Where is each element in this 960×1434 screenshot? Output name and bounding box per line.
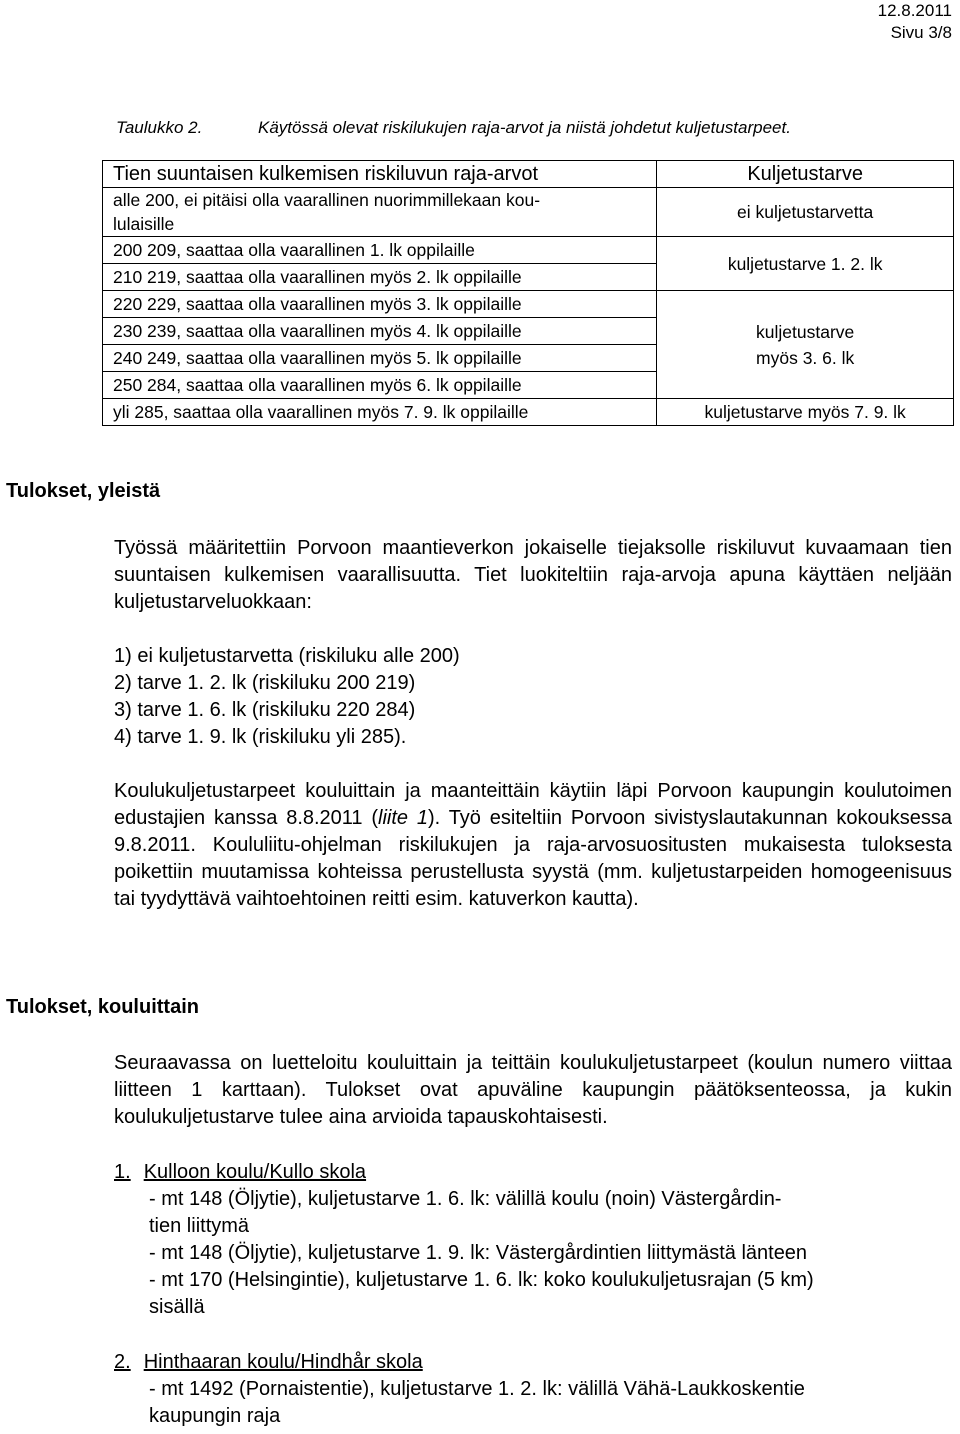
- list-item: 3) tarve 1. 6. lk (riskiluku 220 284): [114, 699, 416, 721]
- paragraph-review: [114, 778, 952, 913]
- school-name: Hinthaaran koulu/Hindhår skola: [143, 1351, 423, 1373]
- school-heading: [114, 1349, 423, 1376]
- table-cell: 220 229, saattaa olla vaarallinen myös 3. lk oppilaille: [103, 291, 657, 318]
- table-header-row: [103, 161, 954, 188]
- table-cell: [657, 291, 954, 399]
- table-caption: [116, 118, 791, 138]
- list-item: 1) ei kuljetustarvetta (riskiluku alle 200): [114, 645, 460, 667]
- table-cell: ei kuljetustarvetta: [657, 188, 954, 237]
- school-number: 2.: [114, 1351, 131, 1373]
- appendix-reference: liite 1: [378, 807, 429, 829]
- school-number: 1.: [114, 1161, 131, 1183]
- section-heading-general: Tulokset, yleistä: [6, 480, 161, 502]
- section-heading-by-school: Tulokset, kouluittain: [6, 996, 199, 1018]
- table-cell: 240 249, saattaa olla vaarallinen myös 5. lk oppilaille: [103, 345, 657, 372]
- risk-threshold-table: [102, 160, 954, 426]
- list-item: sisällä: [149, 1296, 205, 1318]
- paragraph-method: Työssä määritettiin Porvoon maantieverkon jokaiselle tiejaksolle riskiluvut kuvaamaan tien suuntaisen kulkemisen vaarallisuutta. Tiet luokiteltiin raja-arvoja apuna käyttäen neljään kuljetustarveluokkaan:: [114, 537, 952, 613]
- caption-number: Taulukko 2.: [116, 118, 203, 137]
- table-row: [103, 188, 954, 237]
- table-cell: 200 209, saattaa olla vaarallinen 1. lk oppilaille: [103, 237, 657, 264]
- table-cell: yli 285, saattaa olla vaarallinen myös 7. 9. lk oppilaille: [103, 399, 657, 426]
- cell-line: alle 200, ei pitäisi olla vaarallinen nuorimmillekaan kou-: [113, 190, 541, 210]
- list-item: 2) tarve 1. 2. lk (riskiluku 200 219): [114, 672, 416, 694]
- table-row: [103, 399, 954, 426]
- school-heading: [114, 1159, 366, 1186]
- col-header-need: Kuljetustarve: [657, 161, 954, 188]
- table-row: [103, 237, 954, 264]
- list-item: - mt 1492 (Pornaistentie), kuljetustarve 1. 2. lk: välillä Vähä-Laukkoskentie: [149, 1378, 805, 1400]
- cell-line: lulaisille: [113, 214, 175, 234]
- caption-text: Käytössä olevat riskilukujen raja-arvot ja niistä johdetut kuljetustarpeet.: [258, 118, 791, 137]
- paragraph-intro: Seuraavassa on luetteloitu kouluittain ja teittäin koulukuljetustarpeet (koulun numero viittaa liitteen 1 karttaan). Tulokset ovat apuväline kaupungin päätöksenteossa, ja kukin koulukuljetustarve tulee aina arvioida tapauskohtaisesti.: [114, 1052, 952, 1128]
- table-row: [103, 291, 954, 318]
- header-date: 12.8.2011: [877, 1, 952, 20]
- table-cell: 230 239, saattaa olla vaarallinen myös 4. lk oppilaille: [103, 318, 657, 345]
- paragraph-text: Koulukuljetustarpeet kouluittain ja maanteittäin käytiin läpi Porvoon kaupungin koulutoimen edustajien kanssa 8.8.2011 (: [114, 780, 952, 829]
- page-header: [878, 0, 952, 44]
- list-item: - mt 148 (Öljytie), kuljetustarve 1. 6. lk: välillä koulu (noin) Västergårdin-: [149, 1188, 782, 1210]
- table-cell: kuljetustarve myös 7. 9. lk: [657, 399, 954, 426]
- school-name: Kulloon koulu/Kullo skola: [143, 1161, 367, 1183]
- list-item: - mt 148 (Öljytie), kuljetustarve 1. 9. lk: Västergårdintien liittymästä länteen: [149, 1242, 808, 1264]
- header-page-number: Sivu 3/8: [890, 23, 952, 42]
- cell-line: kuljetustarve: [756, 321, 855, 342]
- list-item: 4) tarve 1. 9. lk (riskiluku yli 285).: [114, 726, 407, 748]
- list-item: kaupungin raja: [149, 1405, 281, 1427]
- list-item: - mt 170 (Helsingintie), kuljetustarve 1. 6. lk: koko koulukuljetusrajan (5 km): [149, 1269, 814, 1291]
- cell-line: myös 3. 6. lk: [756, 347, 855, 368]
- list-item: tien liittymä: [149, 1215, 250, 1237]
- col-header-thresholds: Tien suuntaisen kulkemisen riskiluvun raja-arvot: [103, 161, 657, 188]
- table-cell: kuljetustarve 1. 2. lk: [657, 237, 954, 291]
- table-cell: 210 219, saattaa olla vaarallinen myös 2. lk oppilaille: [103, 264, 657, 291]
- table-cell: 250 284, saattaa olla vaarallinen myös 6. lk oppilaille: [103, 372, 657, 399]
- table-cell: [103, 188, 657, 237]
- paragraph-text: ). Työ esiteltiin Porvoon sivistyslautakunnan kokouksessa 9.8.2011. Koululiitu-ohjelman riskilukujen ja raja-arvosuositusten mukaisesta tuloksesta poikettiin muutamissa kohteissa perustellusta syystä (mm. kuljetustarpeiden homogeenisuus tai tyydyttävä vaihtoehtoinen reitti esim. katuverkon kautta).: [114, 807, 953, 910]
